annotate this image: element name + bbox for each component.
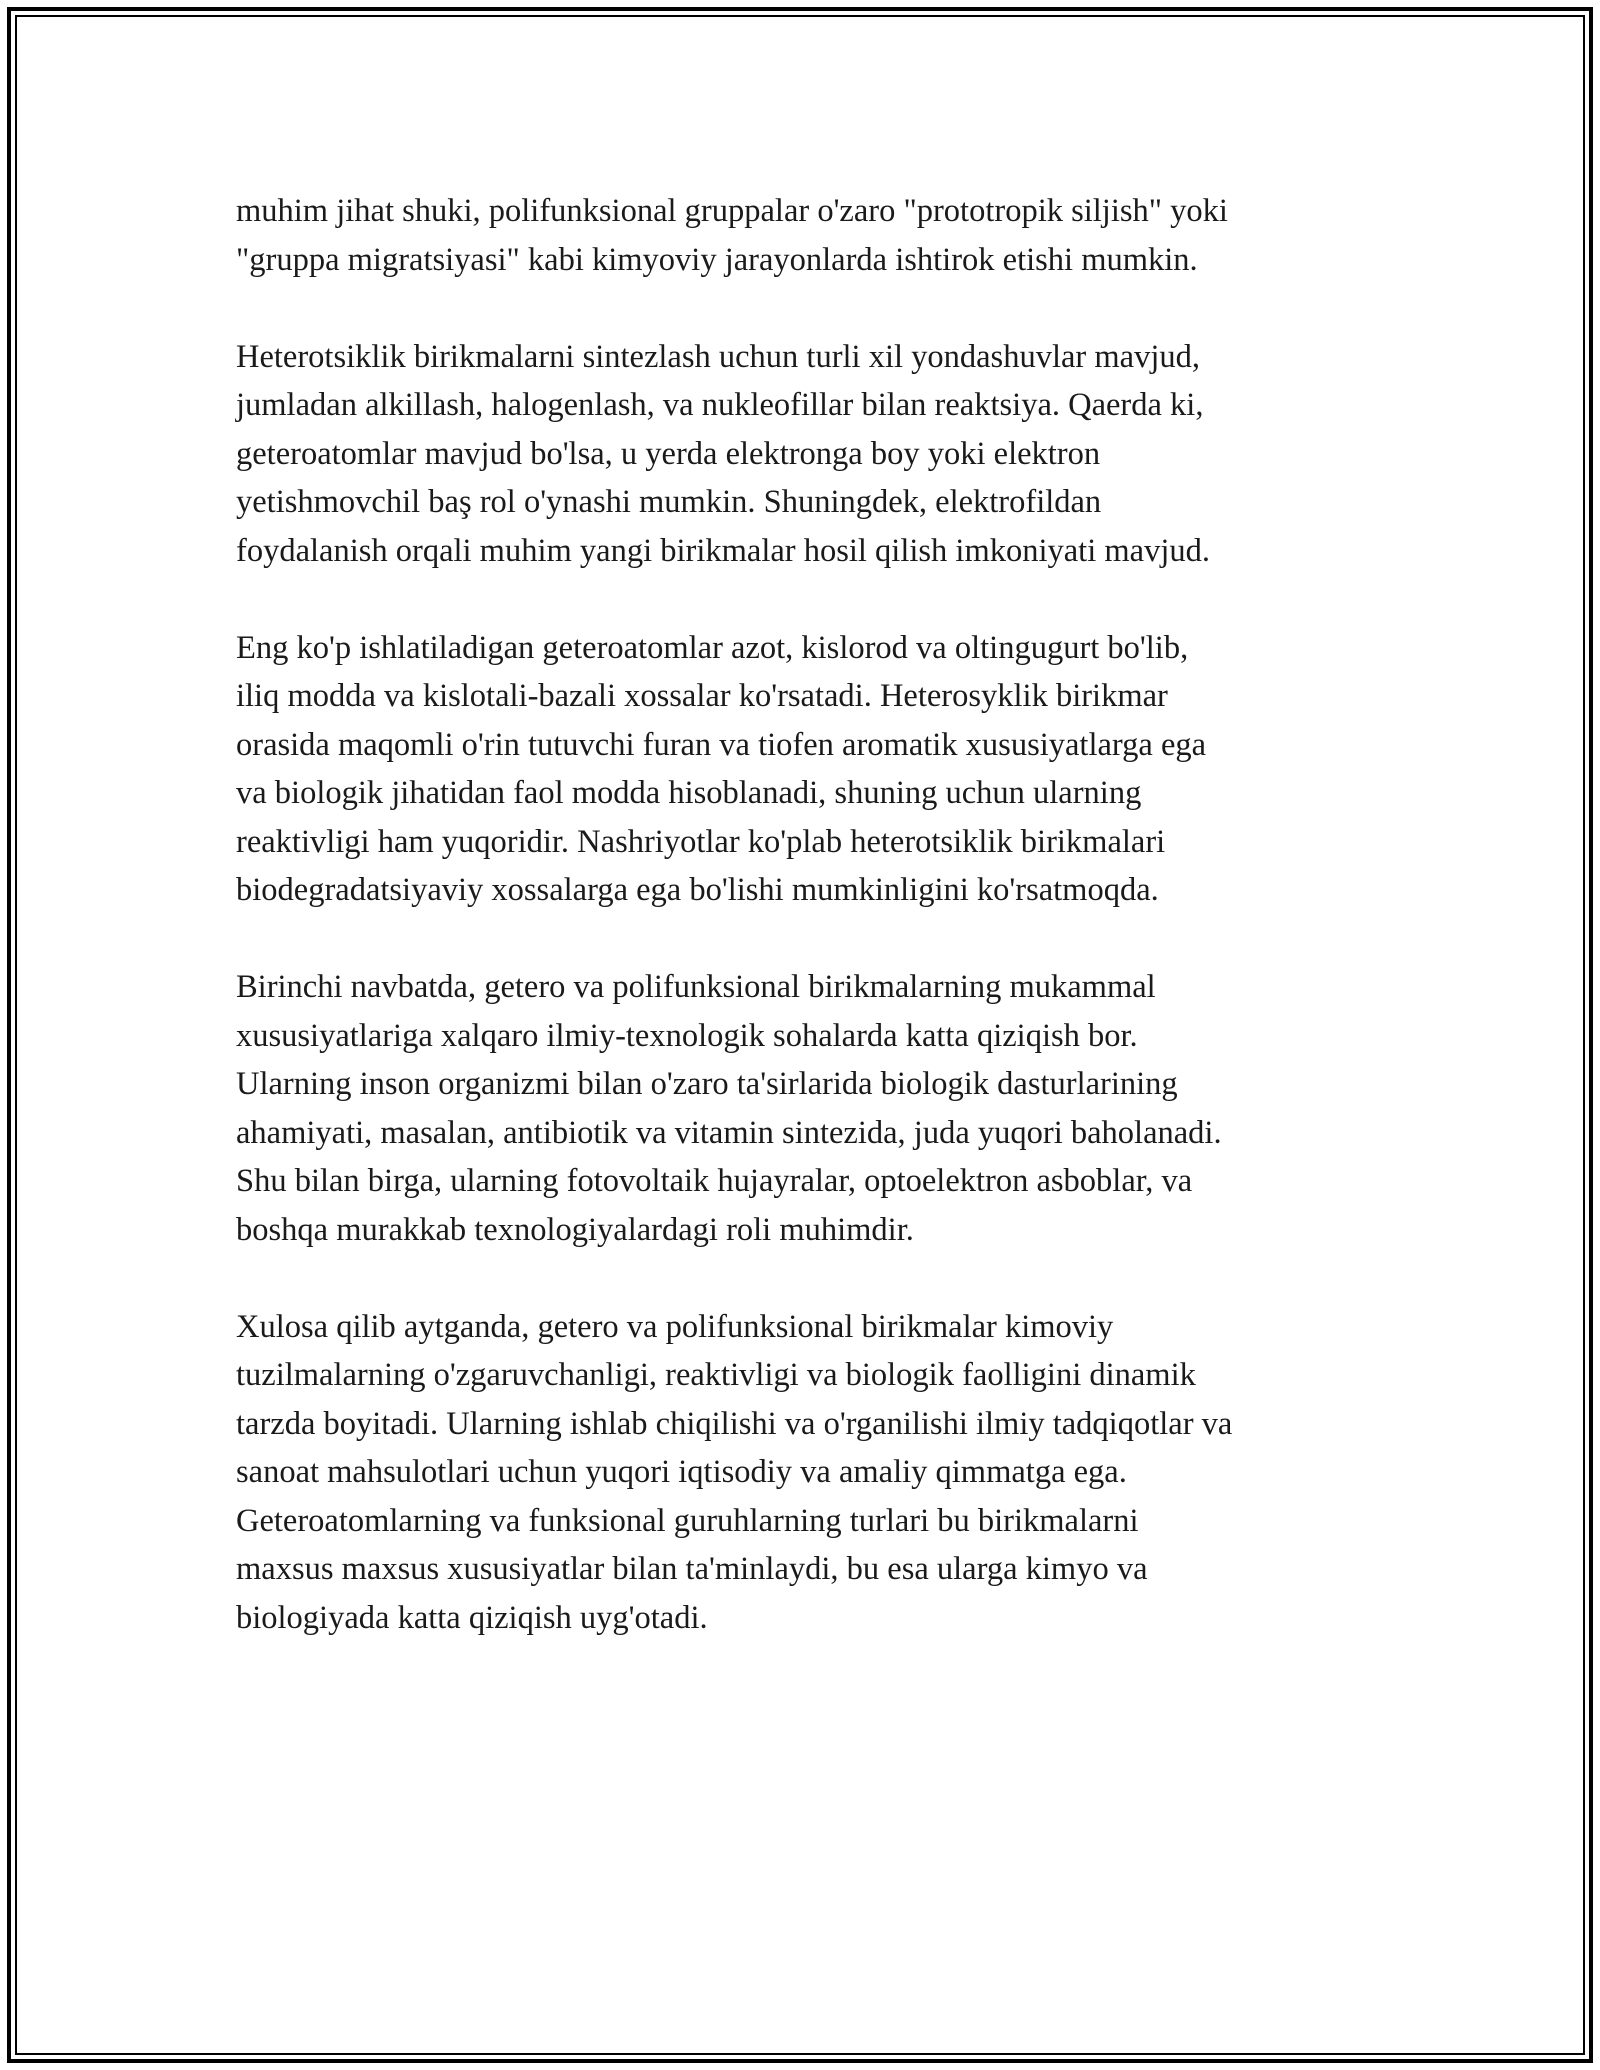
document-body — [236, 187, 1366, 1691]
paragraph-2: Heterotsiklik birikmalarni sintezlash uchun turli xil yondashuvlar mavjud, jumladan alkillash, halogenlash, va nukleofillar bilan reaktsiya. Qaerda ki, geteroatomlar mavjud bo'lsa, u yerda elektronga boy yoki elektron yetishmovchil baş rol o'ynashi mumkin. Shuningdek, elektrofildan foydalanish orqali muhim yangi birikmalar hosil qilish imkoniyati mavjud. — [236, 338, 1210, 569]
paragraph-5: Xulosa qilib aytganda, getero va polifunksional birikmalar kimoviy tuzilmalarning o'zgaruvchanligi, reaktivligi va biologik faolligini dinamik tarzda boyitadi. Ularning ishlab chiqilishi va o'rganilishi ilmiy tadqiqotlar va sanoat mahsulotlari uchun yuqori iqtisodiy va amaliy qimmatga ega. Geteroatomlarning va funksional guruhlarning turlari bu birikmalarni maxsus maxsus xususiyatlar bilan ta'minlaydi, bu esa ularga kimyo va biologiyada katta qiziqish uyg'otadi. — [236, 1308, 1233, 1636]
paragraph-1: muhim jihat shuki, polifunksional gruppalar o'zaro "prototropik siljish" yoki "gruppa migratsiyasi" kabi kimyoviy jarayonlarda ishtirok etishi mumkin. — [236, 193, 1228, 278]
paragraph-3: Eng ko'p ishlatiladigan geteroatomlar azot, kislorod va oltingugurt bo'lib, iliq modda va kislotali-bazali xossalar ko'rsatadi. Heterosyklik birikmar orasida maqomli o'rin tutuvchi furan va tiofen aromatik xususiyatlarga ega va biologik jihatidan faol modda hisoblanadi, shuning uchun ularning reaktivligi ham yuqoridir. Nashriyotlar ko'plab heterotsiklik birikmalari biodegradatsiyaviy xossalarga ega bo'lishi mumkinligini ko'rsatmoqda. — [236, 629, 1207, 908]
paragraph-4: Birinchi navbatda, getero va polifunksional birikmalarning mukammal xususiyatlariga xalqaro ilmiy-texnologik sohalarda katta qiziqish bor. Ularning inson organizmi bilan o'zaro ta'sirlarida biologik dasturlarining ahamiyati, masalan, antibiotik va vitamin sintezida, juda yuqori baholanadi. Shu bilan birga, ularning fotovoltaik hujayralar, optoelektron asboblar, va boshqa murakkab texnologiyalardagi roli muhimdir. — [236, 969, 1222, 1248]
